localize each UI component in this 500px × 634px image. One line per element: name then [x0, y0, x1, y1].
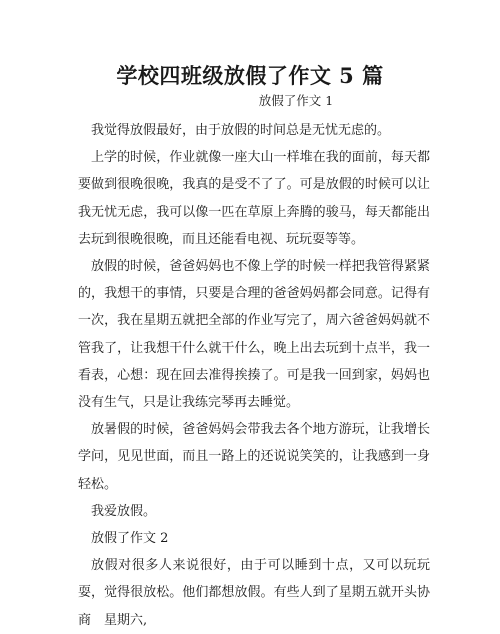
paragraph: 放暑假的时候，爸爸妈妈会带我去各个地方游玩，让我增长学问，见见世面，而且一路上的还说说笑笑的，让我感到一身轻松。	[78, 422, 430, 492]
paragraph: 我觉得放假最好，由于放假的时间总是无忧无虑的。	[91, 123, 391, 138]
document-body	[78, 117, 430, 634]
document-title: 学校四班级放假了作文 5 篇	[116, 63, 384, 88]
paragraph: 我爱放假。	[91, 503, 157, 519]
paragraph: 放假对很多人来说很好，由于可以睡到十点，又可以玩玩耍，觉得很放松。他们都想放假。有些人到了星期五就开头协商 星期六,	[78, 558, 430, 628]
paragraph: 上学的时候，作业就像一座大山一样堆在我的面前，每天都要做到很晚很晚，我真的是受不了了。可是放假的时候可以让我无忧无虑，我可以像一匹在草原上奔腾的骏马，每天都能出去玩到很晚很晚，而且还能看电视、玩玩耍等等。	[78, 150, 430, 247]
paragraph: 放假的时候，爸爸妈妈也不像上学的时候一样把我管得紧紧的，我想干的事情，只要是合理的爸爸妈妈都会同意。记得有一次，我在星期五就把全部的作业写完了，周六爸爸妈妈就不管我了，让我想干什么就干什么，晚上出去玩到十点半，我一看表，心想：现在回去准得挨揍了。可是我一回到家，妈妈也没有生气，只是让我练完琴再去睡觉。	[78, 259, 430, 411]
section-heading-2: 放假了作文 2	[91, 531, 169, 547]
section-heading-1: 放假了作文 1	[258, 93, 334, 108]
